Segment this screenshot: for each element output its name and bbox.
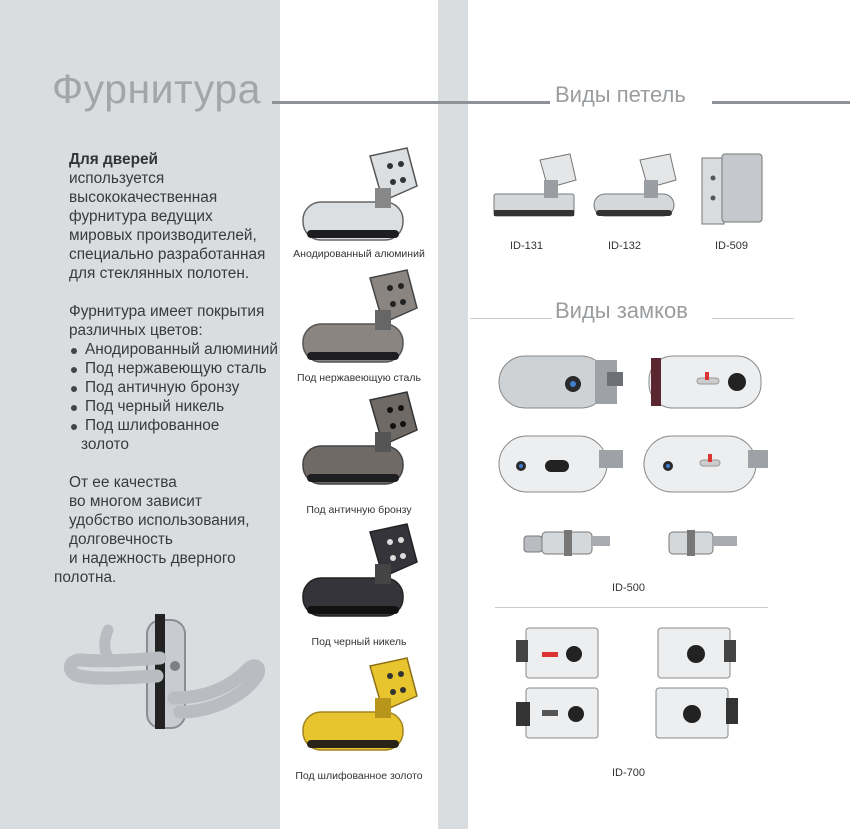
page-title: Фурнитура [52,66,261,112]
hinge-finish-image [295,268,425,370]
hinge-finish-image [295,390,425,492]
coatings-line: различных цветов: [69,322,203,339]
divider-strip [438,0,468,829]
intro-line: используется [69,170,165,187]
description [54,150,284,587]
lock-group-id: ID-700 [612,767,646,779]
intro-line: для стеклянных полотен. [69,265,250,282]
hinge-id-label: ID-131 [510,240,544,252]
cylinder-image [520,522,615,564]
hinge-id-131-image [490,150,585,230]
hinge-id-509-image [694,148,769,230]
list-item: Под нержавеющую сталь [69,359,284,378]
hinge-id-label: ID-132 [608,240,642,252]
coatings-list [69,340,284,435]
lock-image [495,430,630,495]
hinges-rule [712,101,850,104]
coatings-paragraph [69,302,284,340]
quality-line: полотна. [54,569,117,586]
finish-caption: Под нержавеющую сталь [297,372,421,384]
quality-paragraph [54,473,284,587]
coatings-list-cont: золото [81,436,129,453]
quality-line: От ее качества [69,474,177,491]
intro-paragraph [69,150,284,283]
lock-image [645,348,770,413]
lock-image [648,684,743,746]
locks-rule-left [470,318,552,319]
lock-image [495,348,630,413]
quality-line: удобство использования, [69,512,250,529]
hinge-id-132-image [590,150,685,230]
finish-caption: Под шлифованное золото [295,770,423,782]
list-item: Под шлифованное [69,416,284,435]
lock-image [512,622,607,684]
quality-line: долговечность [69,531,173,548]
quality-line: во многом зависит [69,493,202,510]
hinge-finish-image [295,146,425,248]
locks-rule-right [712,318,794,319]
hinges-heading: Виды петель [555,82,686,107]
hinge-finish-image [295,522,425,624]
hinge-finish-image [295,656,425,758]
finish-caption: Под черный никель [311,636,407,648]
coatings-line: Фурнитура имеет покрытия [69,303,265,320]
finish-caption: Под античную бронзу [306,504,412,516]
lock-image [648,622,743,684]
hinge-id-label: ID-509 [715,240,749,252]
lock-image [512,684,607,746]
list-item: Под античную бронзу [69,378,284,397]
finish-caption: Анодированный алюминий [293,248,425,260]
intro-bold: Для дверей [69,151,159,168]
intro-line: мировых производителей, [69,227,257,244]
quality-line: и надежность дверного [69,550,236,567]
list-item: Под черный никель [69,397,284,416]
intro-line: фурнитура ведущих [69,208,213,225]
list-item: Анодированный алюминий [69,340,284,359]
locks-divider [495,607,768,608]
title-rule [272,101,550,104]
lock-group-id: ID-500 [612,582,646,594]
door-handle-image [62,600,272,735]
intro-line: специально разработанная [69,246,266,263]
lock-image [640,430,770,495]
intro-line: высококачественная [69,189,218,206]
finishes-list [280,140,438,800]
locks-heading: Виды замков [555,298,688,323]
cylinder-image [665,522,745,564]
